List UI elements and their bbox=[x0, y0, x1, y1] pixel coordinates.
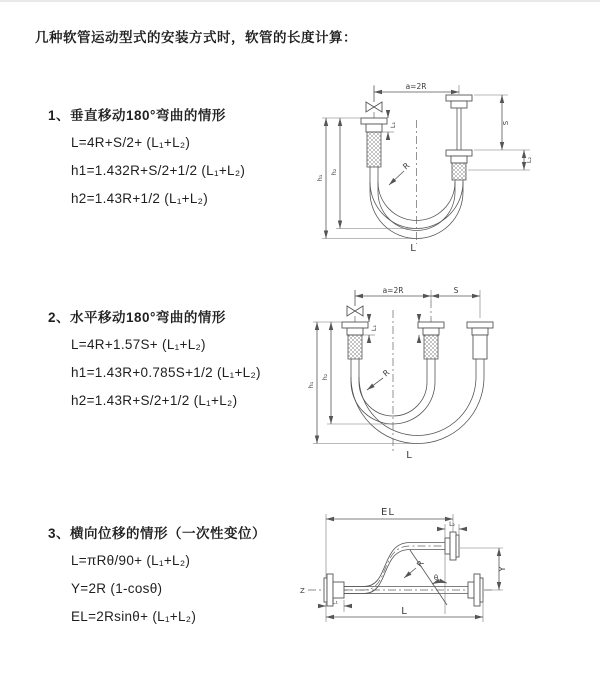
dimension-fitting-left bbox=[382, 110, 397, 140]
section-vertical-movement bbox=[48, 104, 245, 213]
dimension-stroke bbox=[468, 95, 533, 170]
fitting-left-label: L₁ bbox=[370, 324, 378, 332]
radius-label: R bbox=[381, 367, 392, 379]
radius-label: R bbox=[415, 559, 426, 569]
moving-end-fitting bbox=[446, 95, 472, 180]
diagram-3-drawing bbox=[298, 502, 598, 652]
hose-u-curves bbox=[351, 359, 484, 444]
dimension-fitting-left bbox=[318, 599, 352, 613]
diagram-lateral-displacement bbox=[298, 502, 598, 652]
diagram-vertical-bend bbox=[312, 72, 587, 264]
length-label: L bbox=[401, 606, 407, 617]
formula-length: L=πRθ/90+ (L₁+L₂) bbox=[71, 553, 191, 568]
section-1-heading: 1、垂直移动180°弯曲的情形 bbox=[48, 108, 226, 123]
length-label: L bbox=[406, 450, 412, 461]
moving-end-position-1 bbox=[418, 322, 444, 359]
formula-length: L=4R+S/2+ (L₁+L₂) bbox=[71, 135, 191, 150]
fitting-left-label: L₁ bbox=[389, 121, 397, 129]
fitting-right-label: L₂ bbox=[525, 156, 533, 164]
displaced-end-flange bbox=[445, 532, 459, 560]
axis-mark-label: Z bbox=[300, 587, 305, 595]
radius-callout bbox=[389, 161, 412, 185]
height2-label: h₂ bbox=[330, 168, 338, 176]
radius-label: R bbox=[401, 160, 412, 172]
dimension-heights bbox=[316, 118, 416, 239]
section-horizontal-movement bbox=[48, 306, 261, 415]
dimension-length bbox=[326, 598, 483, 622]
angle-label: θ bbox=[433, 574, 439, 582]
diagram-2-drawing bbox=[303, 282, 593, 472]
offset-label: Y bbox=[498, 566, 507, 572]
formula-h1: h1=1.43R+0.785S+1/2 (L₁+L₂) bbox=[71, 365, 261, 380]
formula-h1: h1=1.432R+S/2+1/2 (L₁+L₂) bbox=[71, 163, 246, 178]
section-lateral-displacement bbox=[48, 522, 266, 631]
moving-end-position-2 bbox=[467, 322, 493, 359]
radius-callout bbox=[367, 368, 392, 390]
diagram-horizontal-bend bbox=[303, 282, 593, 472]
section-2-heading: 2、水平移动180°弯曲的情形 bbox=[48, 310, 226, 325]
height2-label: h₂ bbox=[321, 373, 329, 381]
dimension-width bbox=[355, 286, 480, 318]
angle-callout bbox=[410, 550, 447, 614]
width-label: a=2R bbox=[382, 286, 404, 295]
diagram-1-drawing bbox=[312, 72, 587, 264]
formula-length: L=4R+1.57S+ (L₁+L₂) bbox=[71, 337, 206, 352]
height1-label: h₁ bbox=[316, 174, 324, 182]
formula-h2: h2=1.43R+1/2 (L₁+L₂) bbox=[71, 191, 209, 206]
page-title: 几种软管运动型式的安装方式时，软管的长度计算： bbox=[35, 30, 357, 45]
fitting-left-label: L₁ bbox=[332, 598, 338, 606]
el-label: EL bbox=[381, 507, 395, 518]
stroke-label: S bbox=[502, 120, 510, 126]
section-3-heading: 3、横向位移的情形（一次性变位） bbox=[48, 526, 267, 541]
height1-label: h₁ bbox=[307, 381, 315, 389]
formula-y: Y=2R (1-cosθ) bbox=[71, 581, 163, 596]
dimension-fitting-left bbox=[363, 314, 419, 343]
dimension-offset bbox=[460, 548, 507, 590]
stroke-label: S bbox=[453, 286, 459, 295]
fitting-right-label: L₂ bbox=[449, 521, 455, 528]
formula-h2: h2=1.43R+S/2+1/2 (L₁+L₂) bbox=[71, 393, 238, 408]
width-label: a=2R bbox=[405, 82, 427, 91]
length-label: L bbox=[410, 243, 416, 254]
formula-el: EL=2Rsinθ+ (L₁+L₂) bbox=[71, 609, 197, 624]
